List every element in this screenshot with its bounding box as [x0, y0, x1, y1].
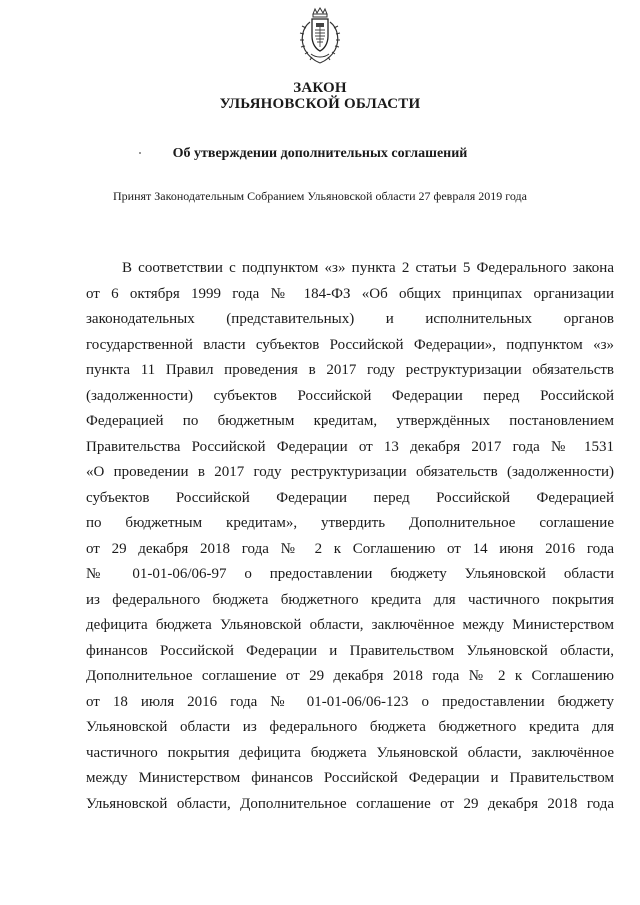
body-line: от 6 октября 1999 года № 184-ФЗ «Об общих принципах организации	[86, 285, 614, 302]
body-line: пункта 11 Правил проведения в 2017 году реструктуризации обязательств	[86, 362, 614, 378]
body-line: № 01-01-06/06-97 о предоставлении бюджету Ульяновской области	[86, 566, 614, 582]
body-line: Правительства Российской Федерации от 13 декабря 2017 года № 1531	[86, 438, 614, 455]
body-line: финансов Российской Федерации и Правительством Ульяновской области,	[86, 642, 614, 659]
body-line: законодательных (представительных) и исполнительных органов	[86, 311, 614, 327]
adoption-note: Принят Законодательным Собранием Ульяновской области 27 февраля 2019 года	[113, 189, 527, 203]
body-line: Ульяновской области из федерального бюджета бюджетного кредита для	[86, 719, 614, 735]
body-line: от 18 июля 2016 года № 01-01-06/06-123 о предоставлении бюджету	[86, 693, 614, 710]
region-title: УЛЬЯНОВСКОЙ ОБЛАСТИ	[219, 96, 421, 112]
body-line: по бюджетным кредитам», утвердить Дополнительное соглашение	[86, 515, 614, 531]
law-title: ЗАКОН	[293, 80, 347, 96]
body-line: Дополнительное соглашение от 29 декабря 2018 года № 2 к Соглашению	[86, 668, 614, 684]
body-line: Ульяновской области, Дополнительное соглашение от 29 декабря 2018 года	[86, 795, 614, 812]
coat-of-arms-icon	[296, 6, 344, 66]
body-line: (задолженности) субъектов Российской Федерации перед Российской	[86, 387, 614, 404]
body-line: между Министерством финансов Российской Федерации и Правительством	[86, 770, 614, 786]
law-body	[86, 256, 614, 817]
body-line: дефицита бюджета Ульяновской области, заключённое между Министерством	[86, 617, 614, 633]
body-line: государственной власти субъектов Российской Федерации», подпунктом «з»	[86, 336, 614, 353]
scan-speck	[139, 152, 141, 154]
body-line: от 29 декабря 2018 года № 2 к Соглашению от 14 июня 2016 года	[86, 540, 614, 557]
law-subject: Об утверждении дополнительных соглашений	[172, 146, 468, 161]
body-line: субъектов Российской Федерации перед Российской Федерацией	[86, 489, 614, 506]
body-line: «О проведении в 2017 году реструктуризации обязательств (задолженности)	[86, 464, 614, 480]
body-line: Федерацией по бюджетным кредитам, утверждённых постановлением	[86, 413, 614, 429]
body-line: В соответствии с подпунктом «з» пункта 2 статьи 5 Федерального закона	[122, 260, 614, 276]
body-line: частичного покрытия дефицита бюджета Ульяновской области, заключённое	[86, 744, 614, 761]
body-line: из федерального бюджета бюджетного кредита для частичного покрытия	[86, 591, 614, 608]
